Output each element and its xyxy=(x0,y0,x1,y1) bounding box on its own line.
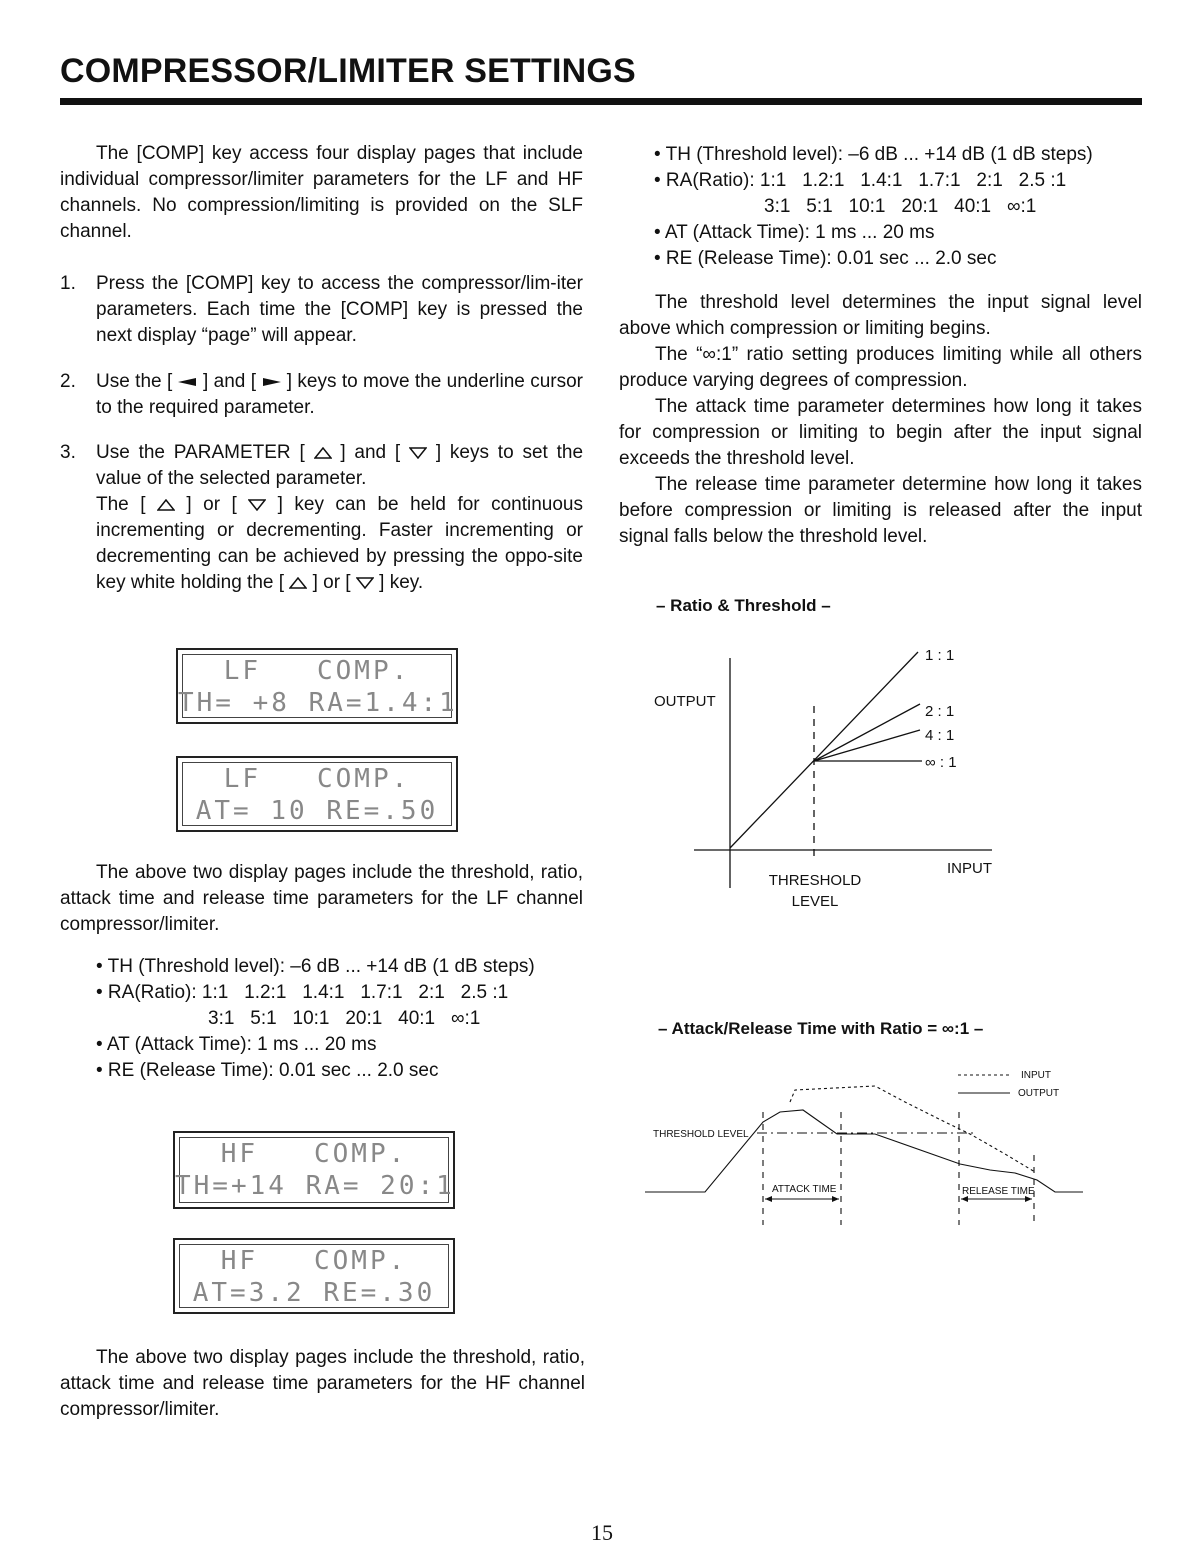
list-item: 3:1 5:1 10:1 20:1 40:1 ∞:1 xyxy=(764,196,1037,217)
step-3-text-g: ] or [ xyxy=(312,572,351,593)
cursor-right-arrow-icon xyxy=(261,377,281,387)
ratio-inf-1-label: ∞ : 1 xyxy=(925,754,957,771)
list-item: • RA(Ratio): 1:1 1.2:1 1.4:1 1.7:1 2:1 2.5 :1 xyxy=(96,982,509,1003)
list-item: • RE (Release Time): 0.01 sec ... 2.0 sec xyxy=(96,1060,439,1081)
step-3 xyxy=(60,440,583,596)
list-item: • TH (Threshold level): –6 dB ... +14 dB (1 dB steps) xyxy=(654,144,1093,165)
threshold-label: THRESHOLD xyxy=(768,872,862,889)
lcd-line-2: AT=3.2 RE=.30 xyxy=(192,1278,436,1308)
ratio-paragraph: The “∞:1” ratio setting produces limiting while all others produce varying degrees of compression. xyxy=(619,344,1142,391)
step-1 xyxy=(60,271,583,349)
ratio-threshold-title: – Ratio & Threshold – xyxy=(656,596,831,615)
lcd-line-2: TH= +8 RA=1.4:1 xyxy=(178,688,458,718)
cursor-left-arrow-icon xyxy=(178,377,198,387)
lcd-line-1: LF COMP. xyxy=(223,656,411,686)
step-2 xyxy=(60,369,583,421)
lcd-line-1: HF COMP. xyxy=(220,1246,408,1276)
list-item: • AT (Attack Time): 1 ms ... 20 ms xyxy=(96,1034,377,1055)
lf-caption: The above two display pages include the threshold, ratio, attack time and release time parameters for the LF channel compressor/limiter. xyxy=(60,862,583,935)
step-1-number: 1. xyxy=(60,273,76,294)
page-title: COMPRESSOR/LIMITER SETTINGS xyxy=(60,52,636,90)
attack-time-label: ATTACK TIME xyxy=(772,1184,837,1195)
parameter-down-icon xyxy=(409,447,427,459)
step-3-text-b: ] and [ xyxy=(340,442,401,463)
lcd-line-2: TH=+14 RA= 20:1 xyxy=(175,1171,455,1201)
step-2-text-a: Use the [ xyxy=(96,371,173,392)
step-2-text-c: ] keys to move the underline cursor to the required parameter. xyxy=(96,371,584,418)
parameter-up-icon xyxy=(157,499,175,511)
ratio-4-1-line xyxy=(814,730,920,761)
step-3-text-e: ] or [ xyxy=(186,494,237,515)
ratio-4-1-label: 4 : 1 xyxy=(925,727,955,744)
step-3-text-a: Use the PARAMETER [ xyxy=(96,442,305,463)
ratio-1-1-line xyxy=(730,652,918,848)
list-item: • AT (Attack Time): 1 ms ... 20 ms xyxy=(654,222,935,243)
attack-paragraph: The attack time parameter determines how long it takes for compression or limiting to begin after the input signal exceeds the threshold level. xyxy=(619,396,1142,469)
list-item: 3:1 5:1 10:1 20:1 40:1 ∞:1 xyxy=(208,1008,481,1029)
attack-release-diagram xyxy=(645,1060,1090,1230)
step-3-text-h: ] key. xyxy=(379,572,424,593)
step-3-text-f: ] key can be held for continuous incrementing or decrementing. Faster incrementing or decrementing can be achieved by pressing the oppo-site key white holding the [ xyxy=(96,494,583,593)
lcd-lf-threshold-ratio xyxy=(176,648,458,724)
lcd-line-1: HF COMP. xyxy=(220,1139,408,1169)
attack-release-title: – Attack/Release Time with Ratio = ∞:1 – xyxy=(658,1019,984,1038)
ratio-1-1-label: 1 : 1 xyxy=(925,647,955,664)
threshold-paragraph: The threshold level determines the input signal level above which compression or limiting begins. xyxy=(619,292,1142,339)
ratio-2-1-line xyxy=(814,704,920,761)
hf-caption: The above two display pages include the threshold, ratio, attack time and release time parameters for the HF channel compressor/limiter. xyxy=(60,1347,585,1420)
explanation-text xyxy=(619,290,1142,550)
threshold-level-label: LEVEL xyxy=(791,893,839,910)
lcd-hf-attack-release xyxy=(173,1238,455,1314)
lf-parameter-list xyxy=(96,954,596,1084)
threshold-level-label: THRESHOLD LEVEL xyxy=(653,1129,749,1140)
parameter-up-icon xyxy=(314,447,332,459)
list-item: • RE (Release Time): 0.01 sec ... 2.0 sec xyxy=(654,248,997,269)
release-paragraph: The release time parameter determine how long it takes before compression or limiting is released after the input signal falls below the threshold level. xyxy=(619,474,1142,547)
parameter-list xyxy=(654,142,1144,272)
step-3-text-d: The [ xyxy=(96,494,146,515)
ratio-2-1-label: 2 : 1 xyxy=(925,703,955,720)
output-label: OUTPUT xyxy=(654,693,716,710)
title-rule xyxy=(60,98,1142,105)
step-2-text-b: ] and [ xyxy=(202,371,256,392)
lcd-line-1: LF COMP. xyxy=(223,764,411,794)
release-time-label: RELEASE TIME xyxy=(962,1186,1035,1197)
ratio-threshold-diagram xyxy=(640,630,1020,920)
step-3-number: 3. xyxy=(60,442,76,463)
input-label: INPUT xyxy=(947,860,992,877)
step-1-text: Press the [COMP] key to access the compressor/lim-iter parameters. Each time the [COMP] key is pressed the next display “page” will appear. xyxy=(96,273,583,346)
page-number: 15 xyxy=(591,1520,613,1545)
list-item: • TH (Threshold level): –6 dB ... +14 dB (1 dB steps) xyxy=(96,956,535,977)
parameter-down-icon xyxy=(356,577,374,589)
step-2-number: 2. xyxy=(60,371,76,392)
lcd-line-2: AT= 10 RE=.50 xyxy=(195,796,439,826)
lcd-hf-threshold-ratio xyxy=(173,1131,455,1209)
step-3-text-c: ] keys to set the value of the selected parameter. xyxy=(96,442,584,489)
parameter-up-icon xyxy=(289,577,307,589)
intro-paragraph: The [COMP] key access four display pages that include individual compressor/limiter parameters for the LF and HF channels. No compression/limiting is provided on the SLF channel. xyxy=(60,143,583,242)
lcd-lf-attack-release xyxy=(176,756,458,832)
input-curve xyxy=(790,1086,1035,1172)
legend-output-label: OUTPUT xyxy=(1018,1088,1060,1099)
output-curve xyxy=(645,1110,1083,1192)
legend-input-label: INPUT xyxy=(1021,1070,1051,1081)
list-item: • RA(Ratio): 1:1 1.2:1 1.4:1 1.7:1 2:1 2.5 :1 xyxy=(654,170,1067,191)
parameter-down-icon xyxy=(248,499,266,511)
